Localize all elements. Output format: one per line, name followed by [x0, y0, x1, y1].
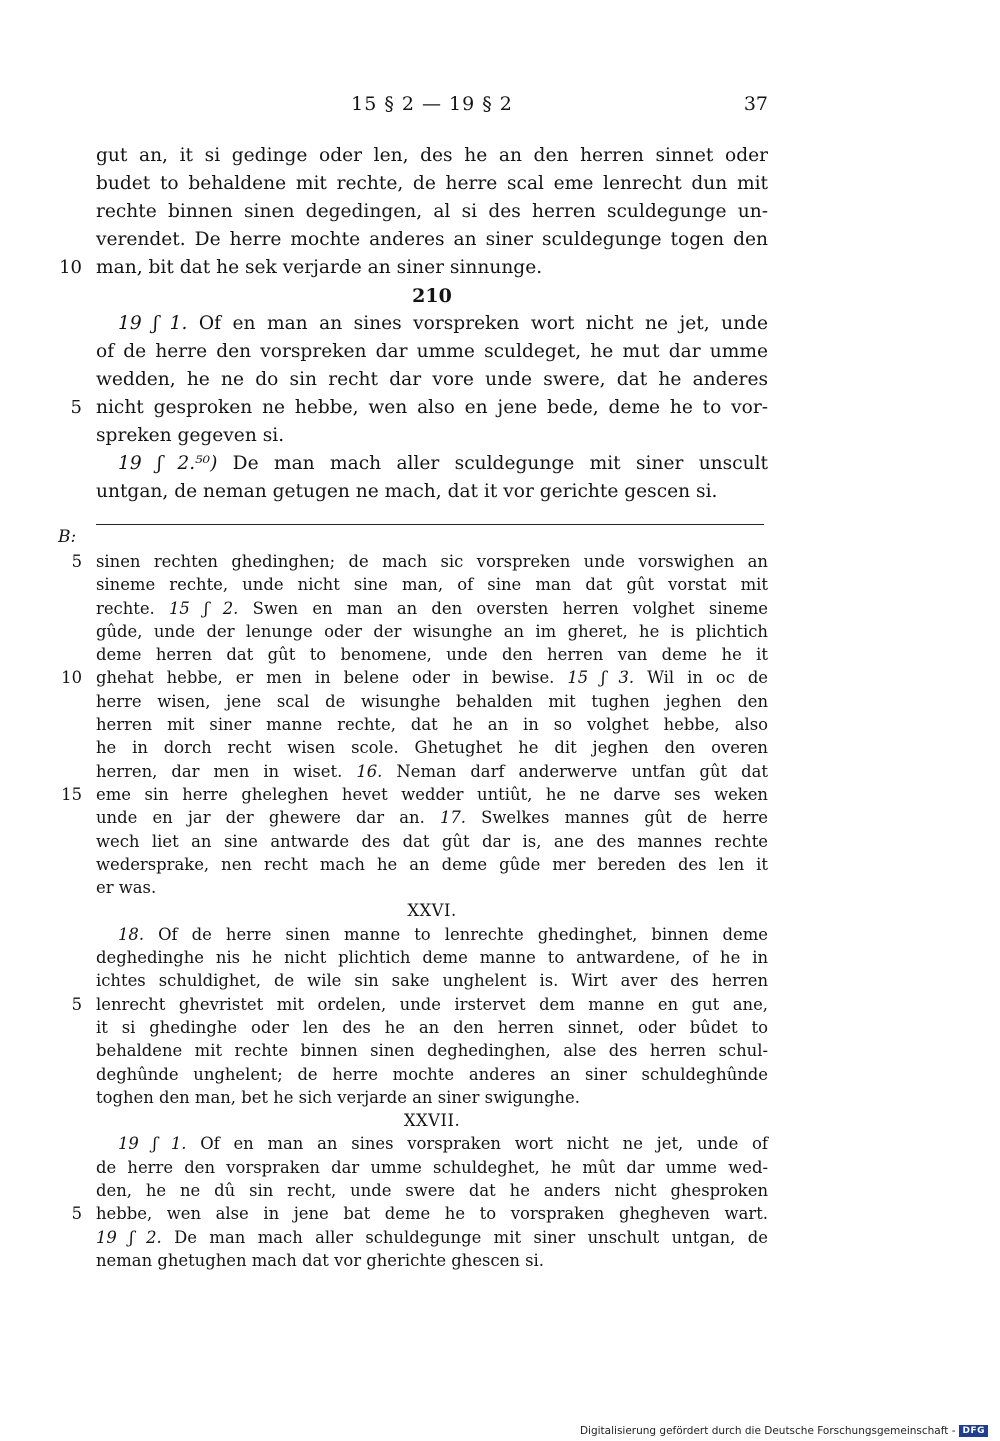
line-number: 10: [59, 257, 82, 278]
line-text: untgan, de neman getugen ne mach, dat it vor gerichte gescen si.: [96, 481, 718, 502]
text-line: [96, 1156, 768, 1179]
line-text-prefix: unde en jar der ghewere dar an.: [96, 808, 440, 828]
text-line: [96, 450, 768, 478]
line-text: nicht gesproken ne hebbe, wen also en jene bede, deme he to vor-: [96, 397, 768, 418]
text-line: [71, 550, 768, 573]
credit-text: Digitalisierung gefördert durch die Deutsche Forschungsgemeinschaft -: [579, 1425, 956, 1437]
line-text: herre wisen, jene scal de wisunghe behalden mit tughen jeghen den: [96, 691, 768, 711]
section-reference: 19 ʃ 2.: [96, 1227, 162, 1247]
line-text: behaldene mit rechte binnen sinen deghedinghen, alse des herren schul-: [96, 1041, 768, 1061]
text-line: [61, 783, 768, 806]
section-reference: 17.: [439, 808, 467, 828]
text-line: [96, 422, 768, 450]
line-text: den, he ne dû sin recht, unde swere dat he anders nicht ghesproken: [96, 1181, 768, 1201]
text-line: [96, 1179, 768, 1202]
text-line: [96, 142, 768, 170]
line-text: it si ghedinghe oder len des he an den herren sinnet, oder bûdet to: [96, 1017, 768, 1037]
section-reference: 19 ʃ 1.: [118, 313, 188, 334]
text-line: [96, 1132, 768, 1155]
line-text: Of en man an sines vorspraken wort nicht ne jet, unde of: [186, 1134, 768, 1154]
line-number: 5: [70, 397, 82, 418]
line-text: spreken gegeven si.: [96, 425, 285, 446]
text-line: [96, 1039, 768, 1062]
line-text: eme sin herre gheleghen hevet wedder untiût, he ne darve ses weken: [96, 784, 768, 804]
line-text: toghen den man, bet he sich verjarde an siner swigunghe.: [96, 1087, 580, 1107]
text-line: [96, 478, 768, 506]
line-text: deme herren dat gût to benomene, unde den herren van deme he it: [96, 645, 768, 665]
line-number: 5: [71, 552, 82, 571]
text-line: [96, 573, 768, 596]
line-text: lenrecht ghevristet mit ordelen, unde irstervet dem manne en gut ane,: [96, 994, 768, 1014]
line-text: Of de herre sinen manne to lenrechte ghedinghet, binnen deme: [144, 924, 768, 944]
text-line: [59, 254, 768, 282]
text-line: [71, 1202, 768, 1225]
chapter-heading-xxvii: XXVII.: [403, 1111, 461, 1131]
line-text: verendet. De herre mochte anderes an siner sculdegunge togen den: [96, 229, 768, 250]
chapter-heading-xxvi: XXVI.: [407, 901, 457, 921]
text-line: [96, 620, 768, 643]
line-number: 5: [71, 994, 82, 1014]
line-text: Neman darf anderwerve untfan gût dat: [382, 761, 768, 781]
line-text: deghûnde unghelent; de herre mochte anderes an siner schuldeghûnde: [96, 1064, 768, 1084]
text-line: [96, 690, 768, 713]
footnote-divider: [96, 524, 764, 525]
line-text: er was.: [96, 878, 157, 898]
section-reference: 18.: [118, 924, 145, 944]
section-reference: 16.: [356, 761, 383, 781]
section-reference: 19 ʃ 1.: [118, 1134, 187, 1154]
text-line: [96, 969, 768, 992]
running-title: 15 § 2 — 19 § 2: [351, 93, 513, 115]
line-text: sineme rechte, unde nicht sine man, of sine man dat gût vorstat mit: [96, 575, 768, 595]
line-number: 10: [61, 668, 82, 688]
line-text: rechte binnen sinen degedingen, al si des herren sculdegunge un-: [96, 201, 768, 222]
text-line: [96, 198, 768, 226]
line-text: ichtes schuldighet, de wile sin sake unghelent is. Wirt aver des herren: [96, 971, 768, 991]
text-line: [70, 394, 768, 422]
text-line: [96, 310, 768, 338]
apparatus-label: B:: [58, 527, 77, 547]
text-line: [96, 1226, 768, 1249]
line-text: Wil in oc de: [634, 668, 769, 688]
text-line: [96, 1016, 768, 1039]
section-reference: 15 ʃ 3.: [567, 668, 635, 688]
line-text: man, bit dat he sek verjarde an siner sinnunge.: [96, 257, 543, 278]
line-text: wedden, he ne do sin recht dar vore unde swere, dat he anderes: [96, 369, 768, 390]
line-text: of de herre den vorspreken dar umme sculdeget, he mut dar umme: [96, 341, 768, 362]
running-header: [96, 93, 768, 123]
line-text: deghedinghe nis he nicht plichtich deme manne to antwardene, of he in: [96, 948, 768, 968]
page-number: 37: [743, 93, 768, 115]
line-text: Swen en man an den oversten herren volghet sineme: [238, 598, 768, 618]
text-line: [96, 338, 768, 366]
text-line: [96, 226, 768, 254]
text-line: [96, 806, 768, 829]
line-text-prefix: ghehat hebbe, er men in belene oder in bewise.: [96, 668, 568, 688]
text-line: [96, 830, 768, 853]
text-line: [96, 1063, 768, 1086]
text-line: [96, 736, 768, 759]
section-number: 210: [412, 285, 452, 307]
line-text: Of en man an sines vorspreken wort nicht ne jet, unde: [187, 313, 768, 334]
line-text: De man mach aller schuldegunge mit siner unschult untgan, de: [161, 1227, 768, 1247]
text-line: [96, 170, 768, 198]
dfg-logo: DFG: [959, 1425, 988, 1437]
text-line: [96, 923, 768, 946]
text-line: [96, 853, 768, 876]
text-line: [96, 643, 768, 666]
line-text: Swelkes mannes gût de herre: [466, 808, 768, 828]
line-text: gut an, it si gedinge oder len, des he an den herren sinnet oder: [96, 145, 768, 166]
line-text: herren mit siner manne rechte, dat he an in so volghet hebbe, also: [96, 715, 768, 735]
text-line: [61, 666, 769, 689]
text-line: [96, 760, 768, 783]
line-text: he in dorch recht wisen scole. Ghetughet he dit jeghen den overen: [96, 738, 768, 758]
section-reference: 15 ʃ 2.: [168, 598, 239, 618]
line-text: budet to behaldene mit rechte, de herre scal eme lenrecht dun mit: [96, 173, 768, 194]
text-line: [96, 597, 768, 620]
apparatus-text: [61, 550, 769, 1272]
text-line: [96, 876, 768, 899]
text-line: [71, 993, 768, 1016]
line-text: neman ghetughen mach dat vor gherichte ghescen si.: [96, 1250, 544, 1270]
section-reference: 19 ʃ 2.⁵⁰): [118, 453, 218, 474]
text-line: [96, 946, 768, 969]
line-text-prefix: herren, dar men in wiset.: [96, 761, 357, 781]
main-text: [59, 142, 768, 506]
line-number: 15: [61, 784, 82, 804]
line-text: gûde, unde der lenunge oder der wisunghe an im gheret, he is plichtich: [96, 621, 768, 641]
line-number: 5: [71, 1204, 82, 1224]
line-text: sinen rechten ghedinghen; de mach sic vorspreken unde vorswighen an: [96, 552, 768, 571]
line-text: wech liet an sine antwarde des dat gût dar is, ane des mannes rechte: [96, 831, 768, 851]
line-text-prefix: rechte.: [96, 598, 169, 618]
text-line: [96, 366, 768, 394]
line-text: wedersprake, nen recht mach he an deme gûde mer bereden des len it: [96, 854, 768, 874]
text-line: [96, 1249, 768, 1272]
text-line: [96, 713, 768, 736]
line-text: De man mach aller sculdegunge mit siner unscult: [217, 453, 768, 474]
digitization-credit: [580, 1425, 988, 1437]
text-line: [96, 1086, 768, 1109]
line-text: hebbe, wen alse in jene bat deme he to vorspraken ghegheven wart.: [96, 1204, 768, 1224]
line-text: de herre den vorspraken dar umme schuldeghet, he mût dar umme wed-: [96, 1157, 768, 1177]
